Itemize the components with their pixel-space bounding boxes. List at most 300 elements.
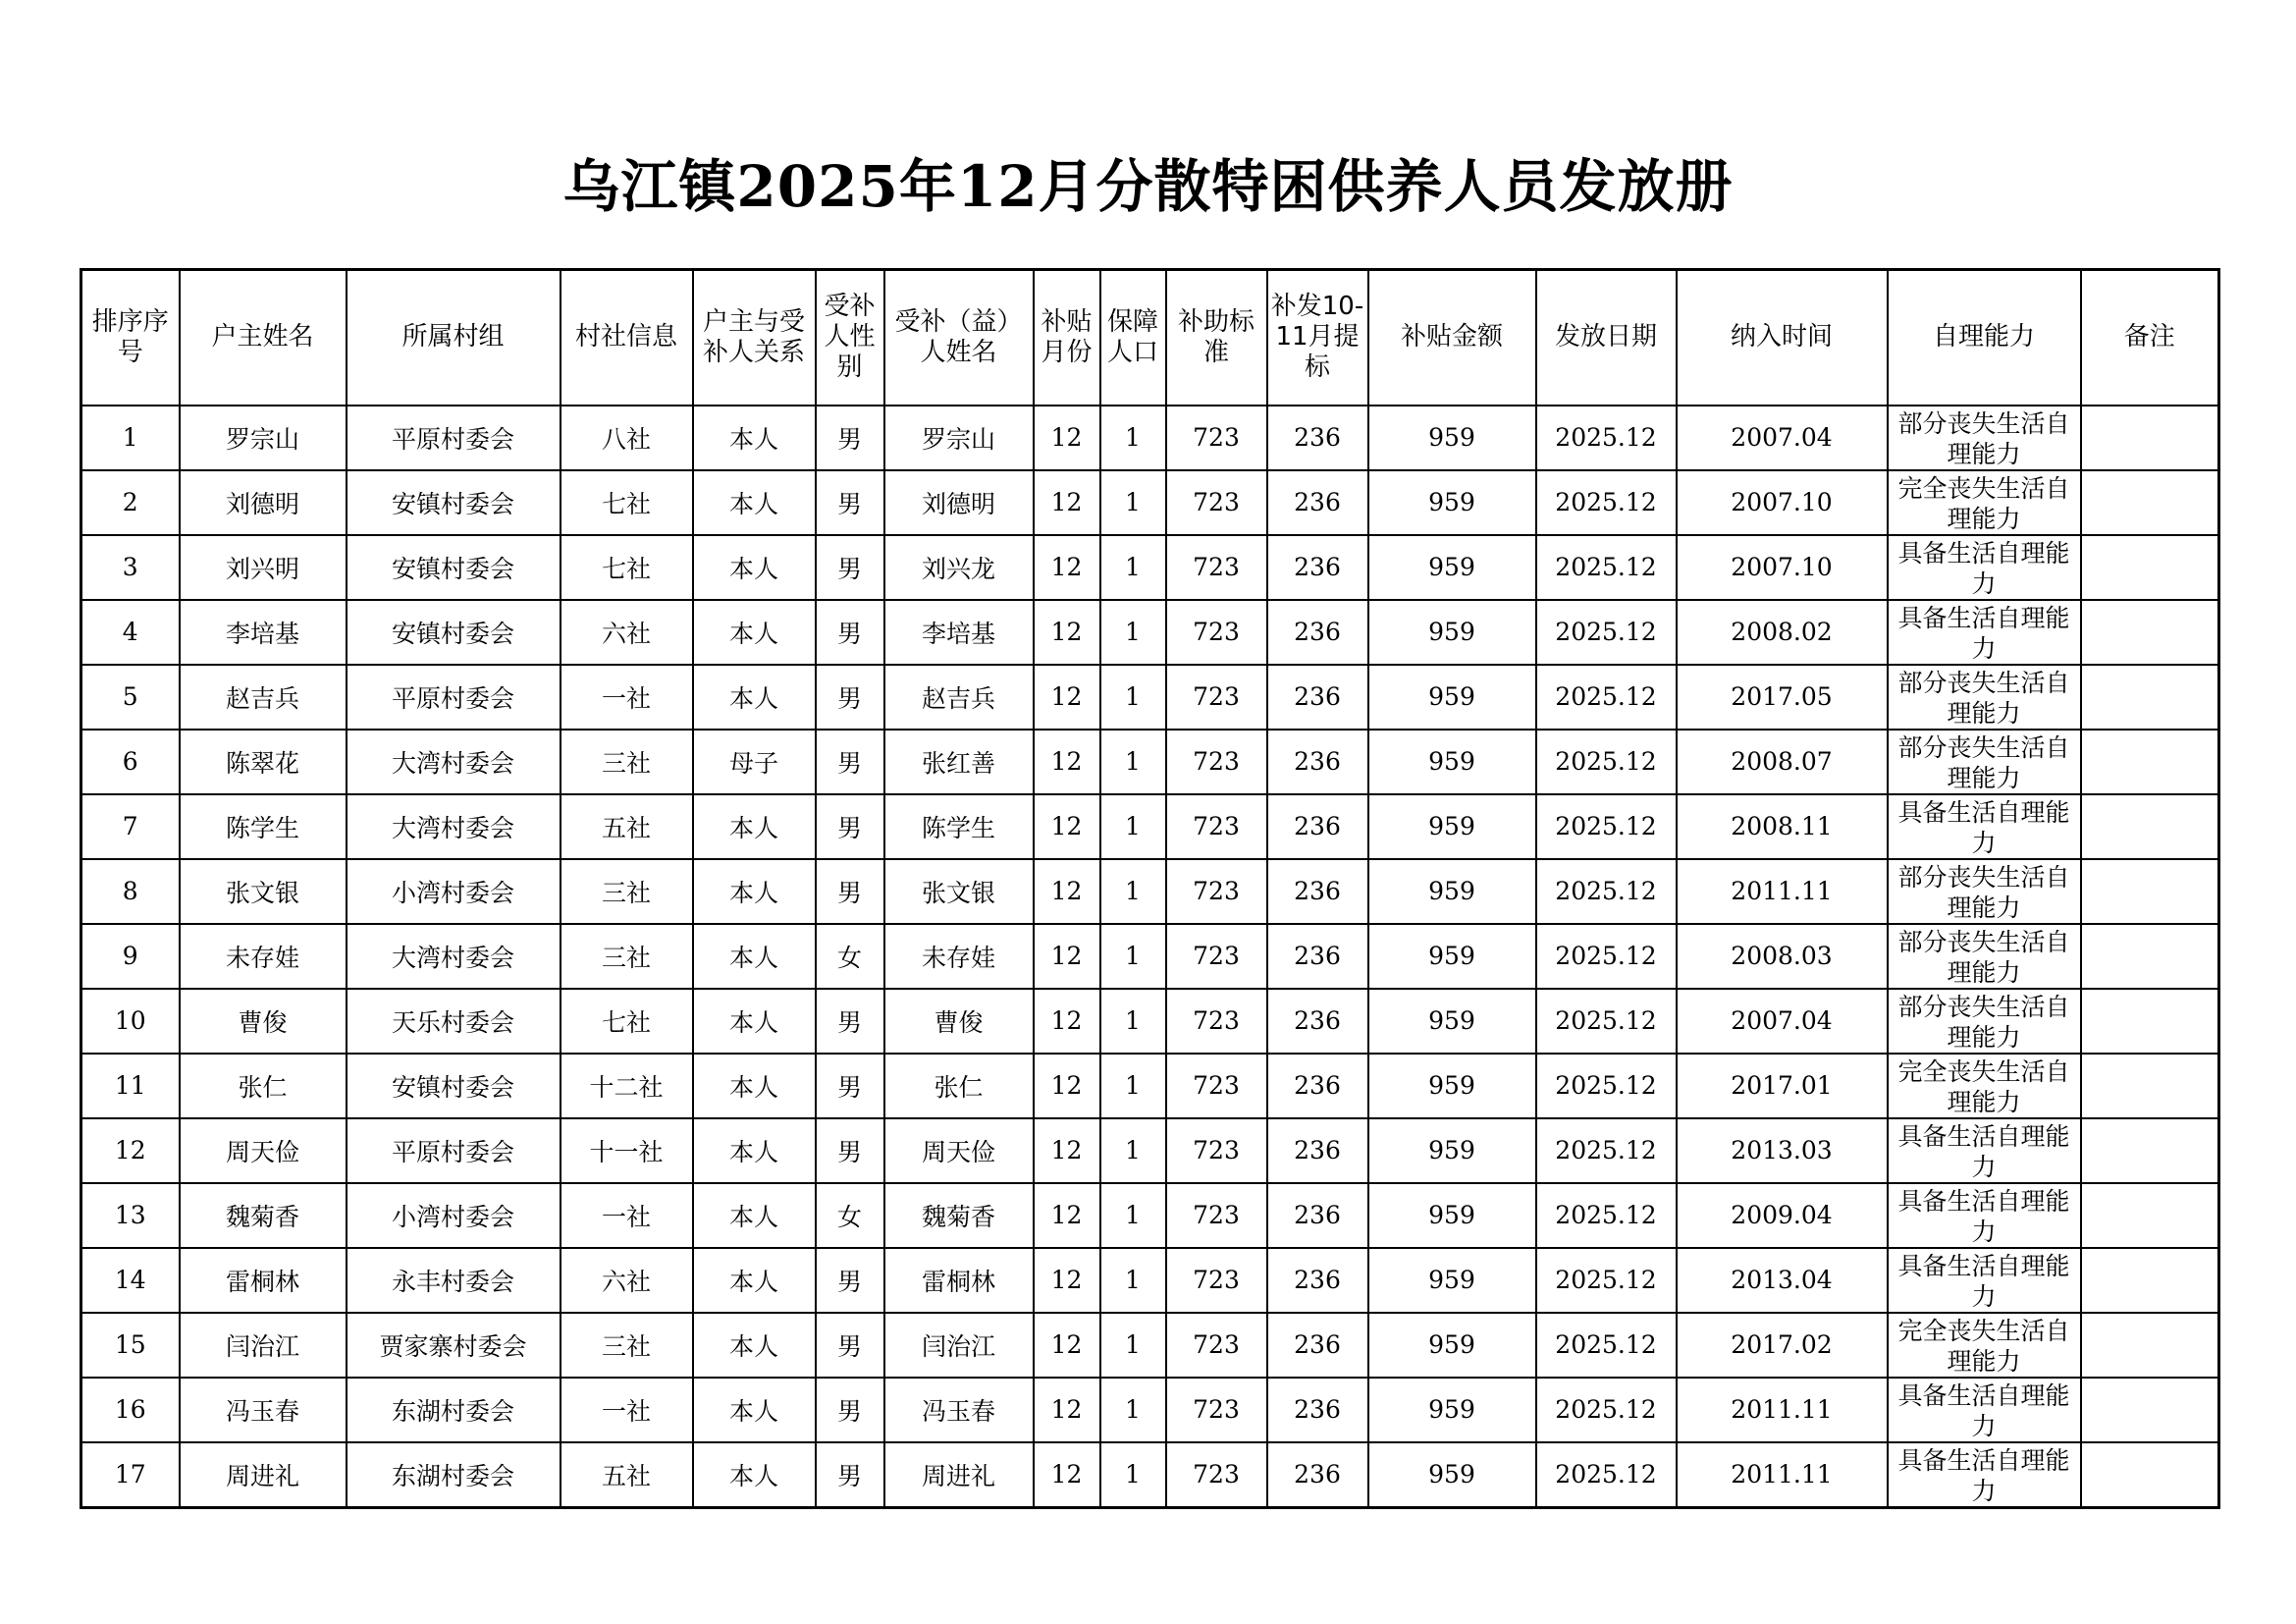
cell-gender: 女	[816, 924, 884, 989]
cell-payment-date: 2025.12	[1536, 1442, 1677, 1508]
header-covered-persons: 保障人口	[1100, 270, 1166, 406]
cell-seq-no: 17	[81, 1442, 180, 1508]
cell-village: 平原村委会	[347, 1118, 561, 1183]
cell-subsidy-month: 12	[1034, 470, 1100, 535]
cell-village: 大湾村委会	[347, 794, 561, 859]
cell-village: 大湾村委会	[347, 730, 561, 794]
cell-village: 平原村委会	[347, 406, 561, 470]
cell-remarks	[2081, 1118, 2219, 1183]
cell-remarks	[2081, 1378, 2219, 1442]
cell-householder-name: 陈翠花	[180, 730, 347, 794]
cell-enrolled-date: 2011.11	[1677, 1378, 1888, 1442]
cell-subsidy-amount: 959	[1368, 794, 1536, 859]
cell-back-pay: 236	[1267, 989, 1368, 1054]
header-enrolled-date: 纳入时间	[1677, 270, 1888, 406]
cell-relationship: 本人	[693, 535, 816, 600]
cell-self-care: 部分丧失生活自理能力	[1888, 730, 2081, 794]
cell-recipient-name: 罗宗山	[884, 406, 1034, 470]
table-row	[81, 859, 2219, 924]
header-subsidy-month: 补贴月份	[1034, 270, 1100, 406]
cell-subsidy-standard: 723	[1166, 1313, 1267, 1378]
cell-recipient-name: 刘兴龙	[884, 535, 1034, 600]
cell-householder-name: 刘德明	[180, 470, 347, 535]
cell-subsidy-month: 12	[1034, 1248, 1100, 1313]
cell-recipient-name: 冯玉春	[884, 1378, 1034, 1442]
cell-subsidy-month: 12	[1034, 924, 1100, 989]
cell-recipient-name: 张仁	[884, 1054, 1034, 1118]
cell-seq-no: 6	[81, 730, 180, 794]
cell-enrolled-date: 2011.11	[1677, 1442, 1888, 1508]
table-row	[81, 1442, 2219, 1508]
cell-enrolled-date: 2013.03	[1677, 1118, 1888, 1183]
cell-subsidy-month: 12	[1034, 1054, 1100, 1118]
cell-enrolled-date: 2008.02	[1677, 600, 1888, 665]
cell-relationship: 母子	[693, 730, 816, 794]
cell-community: 五社	[561, 794, 693, 859]
cell-remarks	[2081, 730, 2219, 794]
cell-self-care: 具备生活自理能力	[1888, 1378, 2081, 1442]
cell-village: 大湾村委会	[347, 924, 561, 989]
cell-subsidy-standard: 723	[1166, 989, 1267, 1054]
cell-subsidy-amount: 959	[1368, 406, 1536, 470]
cell-relationship: 本人	[693, 924, 816, 989]
cell-covered-persons: 1	[1100, 1378, 1166, 1442]
cell-enrolled-date: 2008.07	[1677, 730, 1888, 794]
cell-remarks	[2081, 1248, 2219, 1313]
page-title: 乌江镇2025年12月分散特困供养人员发放册	[562, 153, 1734, 220]
cell-self-care: 具备生活自理能力	[1888, 600, 2081, 665]
cell-payment-date: 2025.12	[1536, 470, 1677, 535]
cell-village: 小湾村委会	[347, 859, 561, 924]
cell-seq-no: 16	[81, 1378, 180, 1442]
cell-householder-name: 刘兴明	[180, 535, 347, 600]
cell-relationship: 本人	[693, 470, 816, 535]
cell-community: 三社	[561, 730, 693, 794]
cell-back-pay: 236	[1267, 1378, 1368, 1442]
cell-self-care: 完全丧失生活自理能力	[1888, 470, 2081, 535]
cell-back-pay: 236	[1267, 1118, 1368, 1183]
cell-enrolled-date: 2009.04	[1677, 1183, 1888, 1248]
cell-householder-name: 曹俊	[180, 989, 347, 1054]
cell-recipient-name: 周进礼	[884, 1442, 1034, 1508]
cell-covered-persons: 1	[1100, 1183, 1166, 1248]
cell-community: 十一社	[561, 1118, 693, 1183]
header-row	[81, 270, 2219, 406]
cell-payment-date: 2025.12	[1536, 1118, 1677, 1183]
cell-payment-date: 2025.12	[1536, 1248, 1677, 1313]
cell-subsidy-amount: 959	[1368, 859, 1536, 924]
cell-back-pay: 236	[1267, 535, 1368, 600]
header-self-care: 自理能力	[1888, 270, 2081, 406]
cell-enrolled-date: 2008.03	[1677, 924, 1888, 989]
cell-householder-name: 魏菊香	[180, 1183, 347, 1248]
cell-self-care: 具备生活自理能力	[1888, 1183, 2081, 1248]
cell-gender: 男	[816, 1054, 884, 1118]
cell-self-care: 部分丧失生活自理能力	[1888, 989, 2081, 1054]
cell-community: 十二社	[561, 1054, 693, 1118]
cell-remarks	[2081, 470, 2219, 535]
cell-enrolled-date: 2017.02	[1677, 1313, 1888, 1378]
cell-remarks	[2081, 600, 2219, 665]
cell-gender: 男	[816, 1313, 884, 1378]
cell-back-pay: 236	[1267, 665, 1368, 730]
cell-subsidy-month: 12	[1034, 1118, 1100, 1183]
cell-village: 天乐村委会	[347, 989, 561, 1054]
cell-self-care: 完全丧失生活自理能力	[1888, 1313, 2081, 1378]
cell-covered-persons: 1	[1100, 470, 1166, 535]
cell-covered-persons: 1	[1100, 859, 1166, 924]
cell-payment-date: 2025.12	[1536, 1183, 1677, 1248]
cell-subsidy-month: 12	[1034, 1378, 1100, 1442]
cell-relationship: 本人	[693, 1183, 816, 1248]
cell-subsidy-month: 12	[1034, 1183, 1100, 1248]
cell-back-pay: 236	[1267, 1248, 1368, 1313]
cell-subsidy-month: 12	[1034, 535, 1100, 600]
cell-relationship: 本人	[693, 859, 816, 924]
cell-payment-date: 2025.12	[1536, 730, 1677, 794]
cell-enrolled-date: 2013.04	[1677, 1248, 1888, 1313]
cell-recipient-name: 未存娃	[884, 924, 1034, 989]
cell-seq-no: 15	[81, 1313, 180, 1378]
cell-self-care: 完全丧失生活自理能力	[1888, 1054, 2081, 1118]
cell-seq-no: 13	[81, 1183, 180, 1248]
cell-relationship: 本人	[693, 1054, 816, 1118]
cell-subsidy-amount: 959	[1368, 1442, 1536, 1508]
cell-subsidy-amount: 959	[1368, 989, 1536, 1054]
header-village: 所属村组	[347, 270, 561, 406]
cell-subsidy-standard: 723	[1166, 406, 1267, 470]
cell-village: 安镇村委会	[347, 535, 561, 600]
cell-payment-date: 2025.12	[1536, 406, 1677, 470]
cell-subsidy-standard: 723	[1166, 924, 1267, 989]
cell-community: 三社	[561, 924, 693, 989]
cell-gender: 男	[816, 1442, 884, 1508]
cell-back-pay: 236	[1267, 406, 1368, 470]
cell-subsidy-month: 12	[1034, 730, 1100, 794]
table-row	[81, 1378, 2219, 1442]
cell-relationship: 本人	[693, 794, 816, 859]
cell-subsidy-standard: 723	[1166, 730, 1267, 794]
table-body	[81, 406, 2219, 1508]
cell-subsidy-standard: 723	[1166, 1442, 1267, 1508]
cell-self-care: 具备生活自理能力	[1888, 1248, 2081, 1313]
cell-seq-no: 10	[81, 989, 180, 1054]
cell-relationship: 本人	[693, 1378, 816, 1442]
cell-relationship: 本人	[693, 1118, 816, 1183]
cell-payment-date: 2025.12	[1536, 794, 1677, 859]
cell-payment-date: 2025.12	[1536, 1378, 1677, 1442]
cell-enrolled-date: 2011.11	[1677, 859, 1888, 924]
cell-gender: 男	[816, 600, 884, 665]
cell-community: 一社	[561, 665, 693, 730]
cell-remarks	[2081, 924, 2219, 989]
cell-gender: 男	[816, 470, 884, 535]
cell-seq-no: 7	[81, 794, 180, 859]
table-row	[81, 470, 2219, 535]
cell-seq-no: 1	[81, 406, 180, 470]
cell-subsidy-standard: 723	[1166, 665, 1267, 730]
cell-subsidy-standard: 723	[1166, 1248, 1267, 1313]
cell-seq-no: 9	[81, 924, 180, 989]
cell-covered-persons: 1	[1100, 730, 1166, 794]
cell-gender: 男	[816, 406, 884, 470]
cell-remarks	[2081, 859, 2219, 924]
cell-gender: 男	[816, 794, 884, 859]
cell-recipient-name: 张红善	[884, 730, 1034, 794]
cell-recipient-name: 魏菊香	[884, 1183, 1034, 1248]
cell-community: 七社	[561, 989, 693, 1054]
cell-remarks	[2081, 1183, 2219, 1248]
cell-relationship: 本人	[693, 600, 816, 665]
cell-gender: 男	[816, 989, 884, 1054]
cell-subsidy-month: 12	[1034, 859, 1100, 924]
table-row	[81, 1183, 2219, 1248]
cell-recipient-name: 李培基	[884, 600, 1034, 665]
header-recipient-name: 受补（益）人姓名	[884, 270, 1034, 406]
cell-seq-no: 5	[81, 665, 180, 730]
cell-relationship: 本人	[693, 1442, 816, 1508]
cell-subsidy-amount: 959	[1368, 600, 1536, 665]
cell-seq-no: 8	[81, 859, 180, 924]
cell-subsidy-amount: 959	[1368, 730, 1536, 794]
cell-payment-date: 2025.12	[1536, 1313, 1677, 1378]
cell-subsidy-amount: 959	[1368, 1313, 1536, 1378]
cell-village: 安镇村委会	[347, 600, 561, 665]
cell-covered-persons: 1	[1100, 600, 1166, 665]
cell-covered-persons: 1	[1100, 535, 1166, 600]
cell-community: 三社	[561, 859, 693, 924]
cell-covered-persons: 1	[1100, 1313, 1166, 1378]
table-row	[81, 1118, 2219, 1183]
table-row	[81, 924, 2219, 989]
cell-back-pay: 236	[1267, 1054, 1368, 1118]
table-row	[81, 535, 2219, 600]
cell-recipient-name: 曹俊	[884, 989, 1034, 1054]
cell-subsidy-standard: 723	[1166, 600, 1267, 665]
cell-village: 东湖村委会	[347, 1378, 561, 1442]
cell-subsidy-standard: 723	[1166, 794, 1267, 859]
cell-community: 六社	[561, 600, 693, 665]
header-remarks: 备注	[2081, 270, 2219, 406]
cell-self-care: 具备生活自理能力	[1888, 794, 2081, 859]
cell-covered-persons: 1	[1100, 924, 1166, 989]
cell-covered-persons: 1	[1100, 1118, 1166, 1183]
cell-seq-no: 12	[81, 1118, 180, 1183]
cell-covered-persons: 1	[1100, 1054, 1166, 1118]
cell-householder-name: 张文银	[180, 859, 347, 924]
cell-householder-name: 张仁	[180, 1054, 347, 1118]
header-seq-no: 排序序号	[81, 270, 180, 406]
table-row	[81, 406, 2219, 470]
cell-subsidy-standard: 723	[1166, 1118, 1267, 1183]
cell-seq-no: 14	[81, 1248, 180, 1313]
cell-back-pay: 236	[1267, 794, 1368, 859]
cell-gender: 男	[816, 730, 884, 794]
cell-householder-name: 罗宗山	[180, 406, 347, 470]
cell-gender: 男	[816, 1378, 884, 1442]
cell-payment-date: 2025.12	[1536, 989, 1677, 1054]
cell-recipient-name: 周天俭	[884, 1118, 1034, 1183]
cell-self-care: 部分丧失生活自理能力	[1888, 406, 2081, 470]
cell-subsidy-standard: 723	[1166, 470, 1267, 535]
cell-householder-name: 未存娃	[180, 924, 347, 989]
cell-back-pay: 236	[1267, 924, 1368, 989]
cell-payment-date: 2025.12	[1536, 859, 1677, 924]
cell-covered-persons: 1	[1100, 665, 1166, 730]
cell-recipient-name: 赵吉兵	[884, 665, 1034, 730]
cell-remarks	[2081, 535, 2219, 600]
table-row	[81, 665, 2219, 730]
cell-recipient-name: 张文银	[884, 859, 1034, 924]
cell-subsidy-month: 12	[1034, 600, 1100, 665]
cell-covered-persons: 1	[1100, 1248, 1166, 1313]
cell-gender: 男	[816, 535, 884, 600]
header-subsidy-amount: 补贴金额	[1368, 270, 1536, 406]
cell-subsidy-amount: 959	[1368, 1183, 1536, 1248]
cell-enrolled-date: 2008.11	[1677, 794, 1888, 859]
cell-householder-name: 周进礼	[180, 1442, 347, 1508]
cell-covered-persons: 1	[1100, 794, 1166, 859]
cell-community: 一社	[561, 1183, 693, 1248]
cell-subsidy-amount: 959	[1368, 1378, 1536, 1442]
cell-householder-name: 陈学生	[180, 794, 347, 859]
cell-community: 八社	[561, 406, 693, 470]
cell-village: 安镇村委会	[347, 470, 561, 535]
cell-covered-persons: 1	[1100, 406, 1166, 470]
cell-enrolled-date: 2007.04	[1677, 406, 1888, 470]
cell-back-pay: 236	[1267, 1442, 1368, 1508]
cell-subsidy-amount: 959	[1368, 1054, 1536, 1118]
cell-back-pay: 236	[1267, 1313, 1368, 1378]
cell-seq-no: 11	[81, 1054, 180, 1118]
cell-subsidy-standard: 723	[1166, 1054, 1267, 1118]
cell-subsidy-standard: 723	[1166, 859, 1267, 924]
cell-relationship: 本人	[693, 1313, 816, 1378]
cell-enrolled-date: 2007.04	[1677, 989, 1888, 1054]
header-gender: 受补人性别	[816, 270, 884, 406]
cell-village: 安镇村委会	[347, 1054, 561, 1118]
cell-back-pay: 236	[1267, 859, 1368, 924]
cell-enrolled-date: 2007.10	[1677, 470, 1888, 535]
table-row	[81, 1313, 2219, 1378]
cell-community: 三社	[561, 1313, 693, 1378]
cell-relationship: 本人	[693, 665, 816, 730]
cell-payment-date: 2025.12	[1536, 535, 1677, 600]
cell-householder-name: 赵吉兵	[180, 665, 347, 730]
table-row	[81, 730, 2219, 794]
cell-community: 七社	[561, 470, 693, 535]
header-subsidy-standard: 补助标准	[1166, 270, 1267, 406]
cell-seq-no: 3	[81, 535, 180, 600]
cell-gender: 女	[816, 1183, 884, 1248]
cell-gender: 男	[816, 1118, 884, 1183]
cell-self-care: 具备生活自理能力	[1888, 1118, 2081, 1183]
cell-self-care: 部分丧失生活自理能力	[1888, 665, 2081, 730]
cell-subsidy-month: 12	[1034, 989, 1100, 1054]
cell-village: 小湾村委会	[347, 1183, 561, 1248]
cell-village: 永丰村委会	[347, 1248, 561, 1313]
table-row	[81, 794, 2219, 859]
cell-seq-no: 2	[81, 470, 180, 535]
cell-back-pay: 236	[1267, 730, 1368, 794]
cell-subsidy-amount: 959	[1368, 470, 1536, 535]
header-relationship: 户主与受补人关系	[693, 270, 816, 406]
cell-back-pay: 236	[1267, 470, 1368, 535]
cell-remarks	[2081, 989, 2219, 1054]
cell-subsidy-standard: 723	[1166, 535, 1267, 600]
cell-subsidy-amount: 959	[1368, 924, 1536, 989]
cell-subsidy-amount: 959	[1368, 535, 1536, 600]
cell-subsidy-month: 12	[1034, 1313, 1100, 1378]
table-row	[81, 989, 2219, 1054]
cell-covered-persons: 1	[1100, 989, 1166, 1054]
cell-payment-date: 2025.12	[1536, 1054, 1677, 1118]
cell-gender: 男	[816, 1248, 884, 1313]
cell-householder-name: 李培基	[180, 600, 347, 665]
cell-community: 七社	[561, 535, 693, 600]
table-row	[81, 1248, 2219, 1313]
cell-gender: 男	[816, 859, 884, 924]
cell-payment-date: 2025.12	[1536, 665, 1677, 730]
table-row	[81, 600, 2219, 665]
cell-community: 五社	[561, 1442, 693, 1508]
cell-subsidy-month: 12	[1034, 794, 1100, 859]
cell-householder-name: 闫治江	[180, 1313, 347, 1378]
cell-remarks	[2081, 406, 2219, 470]
cell-recipient-name: 闫治江	[884, 1313, 1034, 1378]
cell-recipient-name: 刘德明	[884, 470, 1034, 535]
cell-subsidy-amount: 959	[1368, 1248, 1536, 1313]
payment-register-table	[80, 268, 2220, 1509]
cell-subsidy-month: 12	[1034, 406, 1100, 470]
cell-remarks	[2081, 794, 2219, 859]
cell-village: 平原村委会	[347, 665, 561, 730]
cell-seq-no: 4	[81, 600, 180, 665]
cell-payment-date: 2025.12	[1536, 924, 1677, 989]
cell-self-care: 部分丧失生活自理能力	[1888, 859, 2081, 924]
cell-remarks	[2081, 665, 2219, 730]
cell-subsidy-amount: 959	[1368, 1118, 1536, 1183]
header-payment-date: 发放日期	[1536, 270, 1677, 406]
cell-subsidy-month: 12	[1034, 665, 1100, 730]
cell-village: 贾家寨村委会	[347, 1313, 561, 1378]
cell-enrolled-date: 2007.10	[1677, 535, 1888, 600]
cell-village: 东湖村委会	[347, 1442, 561, 1508]
cell-covered-persons: 1	[1100, 1442, 1166, 1508]
cell-subsidy-standard: 723	[1166, 1183, 1267, 1248]
cell-enrolled-date: 2017.05	[1677, 665, 1888, 730]
cell-subsidy-month: 12	[1034, 1442, 1100, 1508]
cell-back-pay: 236	[1267, 600, 1368, 665]
cell-community: 一社	[561, 1378, 693, 1442]
cell-relationship: 本人	[693, 1248, 816, 1313]
cell-gender: 男	[816, 665, 884, 730]
cell-relationship: 本人	[693, 989, 816, 1054]
cell-householder-name: 雷桐林	[180, 1248, 347, 1313]
cell-householder-name: 周天俭	[180, 1118, 347, 1183]
cell-remarks	[2081, 1054, 2219, 1118]
cell-community: 六社	[561, 1248, 693, 1313]
cell-relationship: 本人	[693, 406, 816, 470]
cell-self-care: 部分丧失生活自理能力	[1888, 924, 2081, 989]
cell-back-pay: 236	[1267, 1183, 1368, 1248]
header-back-pay: 补发10-11月提标	[1267, 270, 1368, 406]
table-row	[81, 1054, 2219, 1118]
cell-self-care: 具备生活自理能力	[1888, 535, 2081, 600]
cell-remarks	[2081, 1313, 2219, 1378]
cell-subsidy-standard: 723	[1166, 1378, 1267, 1442]
cell-self-care: 具备生活自理能力	[1888, 1442, 2081, 1508]
